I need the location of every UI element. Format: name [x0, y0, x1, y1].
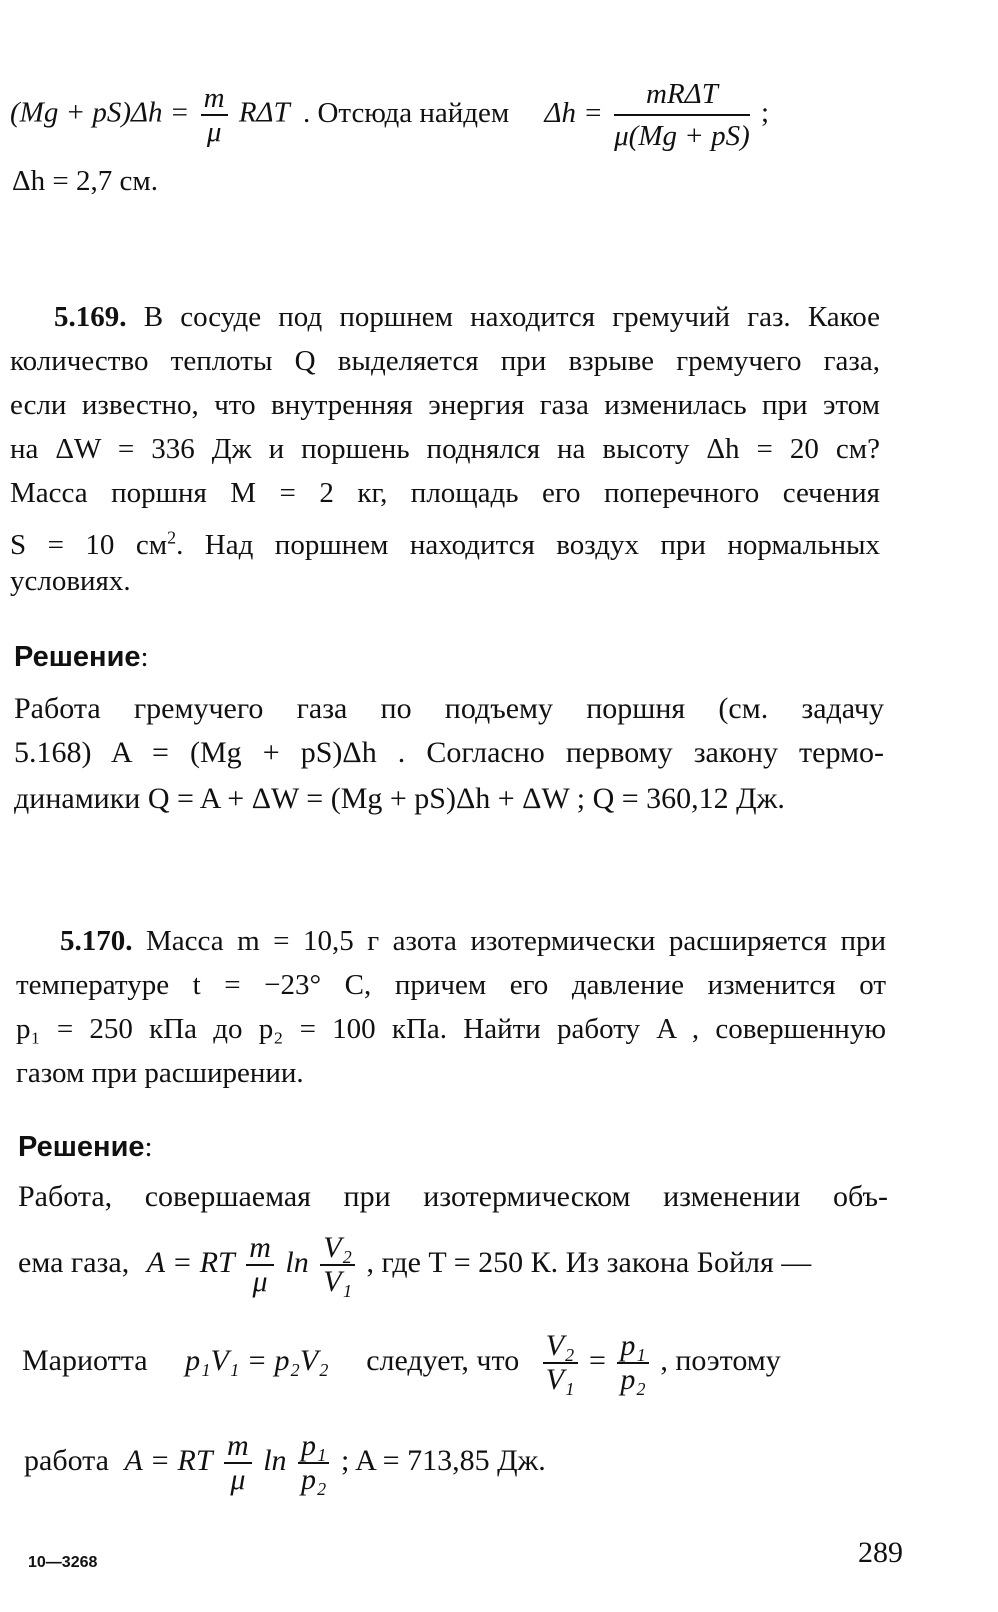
problem-number-170: 5.170.: [60, 925, 133, 957]
p170-sol2: ема газа, A = RT $\frac{m}{\mu}$ ln $\frac{\text{V₂}}{\text{V₁}}$ , где T = 250 К. Из закона Бойля —: [18, 1231, 812, 1298]
p170-line1: 5.170. Масса m = 10,5 г азота изотермически расширяется при: [60, 925, 886, 957]
dh-fraction: $\frac{\text{mRΔT}}{\mu(Mg + pS)}$: [614, 74, 750, 156]
p170-sol1: Работа, совершаемая при изотермическом изменении объ-: [18, 1180, 888, 1213]
m-mu-fraction-2: $\frac{m}{\mu}$: [224, 1430, 252, 1496]
signature-mark: 10—3268: [28, 1554, 98, 1571]
v2-v1-fraction: $\frac{\text{V₂}}{\text{V₁}}$: [320, 1232, 355, 1298]
p169-line3: если известно, что внутренняя энергия газа изменилась при этом: [10, 389, 880, 421]
p169-sol3: динамики Q = A + ΔW = (Mg + pS)Δh + ΔW ; Q = 360,12 Дж.: [14, 782, 785, 815]
p170-line3: p₁ = 250 кПа до p₂ = 100 кПа. Найти работу A , совершенную: [16, 1013, 886, 1045]
p1-p2-fraction: $\frac{\text{p₁}}{\text{p₂}}$: [298, 1430, 329, 1496]
p170-sol3: Мариотта p₁V₁ = p₂V₂ следует, что $\frac{\text{V₂}}{\text{V₁}}$ = $\frac{\text{p₁}}{\text{p₂}}$ , поэтому: [22, 1329, 781, 1396]
m-mu-fraction: $\frac{m}{\mu}$: [246, 1232, 274, 1298]
p170-solution-heading: Решение:: [18, 1131, 153, 1163]
p169-sol1: Работа гремучего газа по подъему поршня (см. задачу: [14, 692, 884, 725]
p169-line5: Масса поршня M = 2 кг, площадь его поперечного сечения: [10, 477, 880, 509]
dh-lhs: Δh =: [544, 96, 603, 129]
eq-rhs: RΔT: [238, 96, 290, 129]
p169-line7: условиях.: [10, 565, 131, 597]
p169-sol2: 5.168) A = (Mg + pS)Δh . Согласно первому закону термо-: [14, 736, 884, 769]
top-equation-line: [10, 74, 769, 156]
p169-solution-heading: Решение:: [14, 641, 149, 673]
problem-number-169: 5.169.: [54, 301, 127, 333]
m-over-mu-fraction: $\frac{m}{\mu}$: [201, 82, 228, 148]
v2-v1-ratio: $\frac{\text{V₂}}{\text{V₁}}$: [543, 1330, 578, 1396]
dh-value: Δh = 2,7 см.: [12, 165, 158, 197]
p170-line4: газом при расширении.: [16, 1057, 304, 1089]
page-number: 289: [858, 1536, 903, 1569]
eq-lhs: (Mg + pS)Δh =: [10, 96, 190, 129]
dh-semicolon: ;: [760, 96, 770, 129]
p170-line2: температуре t = −23° С, причем его давление изменится от: [16, 969, 886, 1001]
p1-p2-ratio: $\frac{\text{p₁}}{\text{p₂}}$: [617, 1330, 648, 1396]
p170-sol4: работа A = RT $\frac{m}{\mu}$ ln $\frac{\text{p₁}}{\text{p₂}}$ ; A = 713,85 Дж.: [24, 1429, 546, 1496]
p169-line4: на ΔW = 336 Дж и поршень поднялся на высоту Δh = 20 см?: [10, 433, 880, 465]
p169-line6: S = 10 $см^2$. Над поршнем находится воздух при нормальных: [10, 527, 880, 561]
text-mid: . Отсюда найдем: [302, 96, 510, 129]
p169-line2: количество теплоты Q выделяется при взрыве гремучего газа,: [10, 345, 880, 377]
p169-line1: 5.169. В сосуде под поршнем находится гремучий газ. Какое: [54, 301, 881, 333]
